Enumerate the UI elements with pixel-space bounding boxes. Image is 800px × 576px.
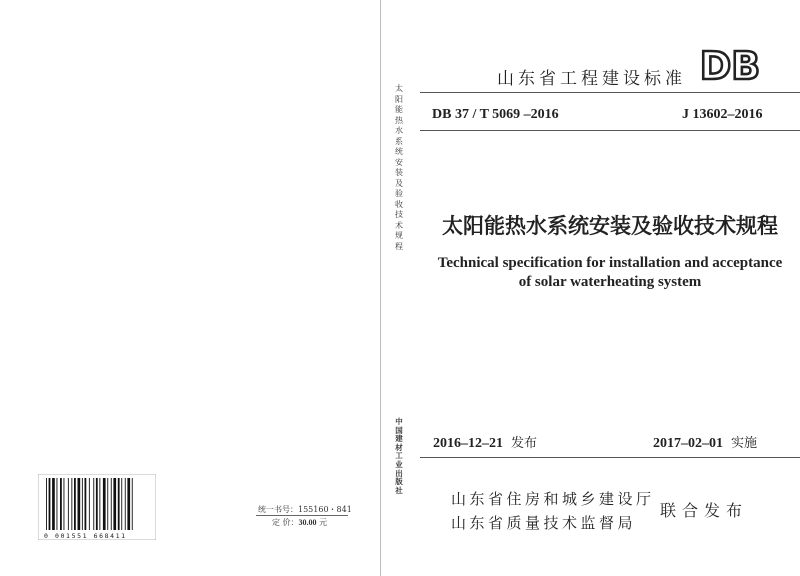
price-label: 定 价： — [272, 518, 299, 527]
barcode-bar — [118, 478, 120, 530]
unified-book-number: 统一书号：155160・841 — [258, 505, 352, 514]
joint-publish-label: 联合发布 — [660, 501, 749, 520]
barcode-bar — [57, 478, 58, 530]
barcode-bar — [52, 478, 55, 530]
barcode-bar — [113, 478, 116, 530]
standard-number: DB 37 / T 5069 –2016 — [432, 107, 559, 122]
barcode-digits: 0 001551 668411 — [44, 532, 127, 540]
price — [272, 517, 327, 528]
barcode-bar — [68, 478, 69, 530]
barcode-bar — [46, 478, 47, 530]
barcode-bar — [121, 478, 122, 530]
implement-date-block — [653, 432, 757, 452]
barcode-bar — [74, 478, 76, 530]
barcode — [38, 474, 156, 540]
publish-label: 发布 — [511, 436, 538, 451]
barcode-bar — [82, 478, 83, 530]
header-rule-top — [420, 92, 800, 93]
barcode-bar — [85, 478, 87, 530]
barcode-bar — [99, 478, 100, 530]
barcode-bar — [78, 478, 81, 530]
barcode-bar — [127, 478, 130, 530]
price-value: 30.00 — [298, 518, 317, 527]
title-english-line1: Technical specification for installation and acceptance — [437, 255, 783, 271]
book-number-rule — [256, 515, 348, 516]
title-english — [420, 254, 800, 292]
publish-date-block — [433, 432, 537, 452]
barcode-bar — [49, 478, 51, 530]
barcode-bar — [111, 478, 112, 530]
price-unit: 元 — [316, 518, 328, 527]
publish-date: 2016–12–21 — [433, 436, 503, 451]
barcode-bar — [107, 478, 108, 530]
title-english-line2: of solar waterheating system — [518, 274, 702, 290]
issuer-quality-bureau: 山东省质量技术监督局 — [451, 514, 637, 532]
barcode-bar — [71, 478, 72, 530]
date-rule — [420, 457, 800, 458]
spine-publisher: 中国建材工业出版社 — [395, 417, 403, 495]
barcode-bar — [93, 478, 94, 530]
standard-type: 山东省工程建设标准 — [497, 69, 686, 89]
spine-title: 太阳能热水系统安装及验收技术规程 — [395, 84, 403, 251]
record-number: J 13602–2016 — [682, 107, 763, 122]
db-logo — [690, 46, 770, 84]
barcode-bar — [96, 478, 98, 530]
title-chinese: 太阳能热水系统安装及验收技术规程 — [442, 214, 778, 238]
implement-date: 2017–02–01 — [653, 436, 723, 451]
barcode-bar — [60, 478, 62, 530]
header-rule-bottom — [420, 130, 800, 131]
barcode-bar — [125, 478, 126, 530]
db-logo-text: DB — [699, 46, 761, 84]
barcode-bar — [89, 478, 90, 530]
barcode-bar — [132, 478, 133, 530]
spine-fold-line — [380, 0, 381, 576]
barcode-bar — [103, 478, 106, 530]
barcode-bar — [64, 478, 65, 530]
implement-label: 实施 — [731, 436, 758, 451]
issuer-housing-department: 山东省住房和城乡建设厅 — [451, 490, 655, 508]
